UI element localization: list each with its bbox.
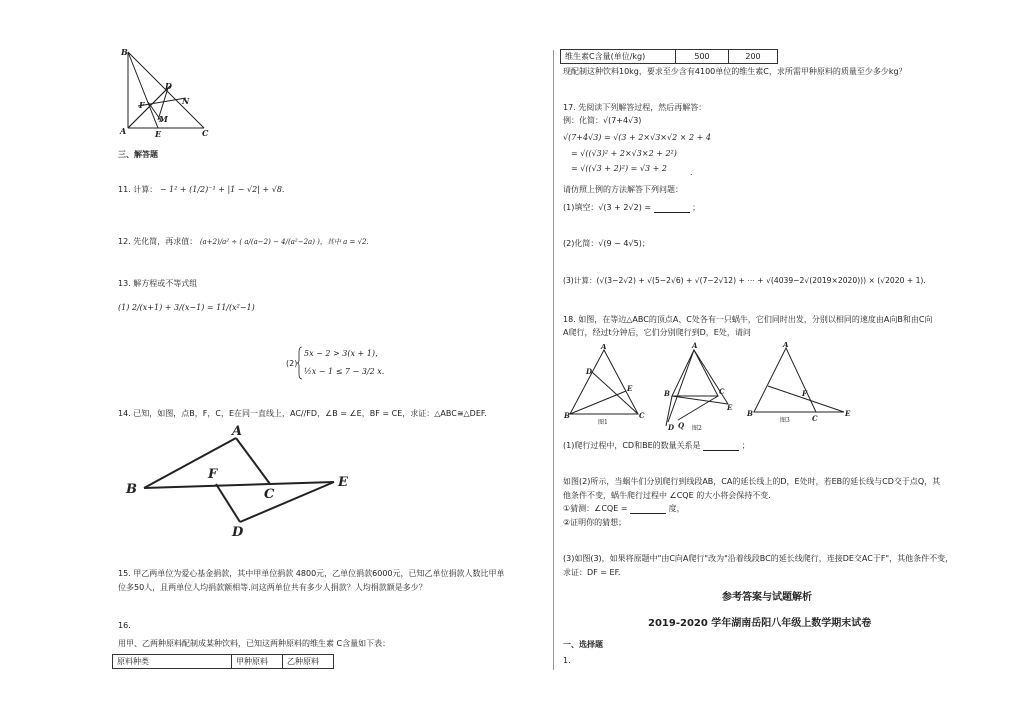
table-cell: 200 [729, 50, 778, 64]
answer-blank [654, 204, 690, 213]
q18-part1-text: (1)爬行过程中，CD和BE的数量关系是 [563, 441, 701, 450]
q18-figure-3 [746, 342, 856, 428]
triangle-figure-top [118, 46, 218, 138]
question-13-part1: (1) 2/(x+1) + 3/(x−1) = 11/(x²−1) [118, 303, 255, 312]
q17-step2: = √((√3)² + 2×√3×2 + 2²) [571, 149, 677, 158]
q18-part1-tail: ； [741, 441, 750, 450]
fig2-label-a: A [692, 341, 698, 350]
q17-part1-tail: ； [692, 203, 701, 212]
answer-blank [703, 442, 739, 451]
question-13-part2-label: (2) [286, 359, 298, 368]
q18-part2-line2: 他条件不变，蜗牛爬行过程中 ∠CQE 的大小将会保持不变. [563, 491, 771, 500]
fig2-label-q: Q [678, 421, 685, 430]
q18-part3-line2: 求证：DF = EF. [563, 568, 621, 577]
q17-part1 [563, 202, 700, 213]
exam-title: 2019-2020 学年湖南岳阳八年级上数学期末试卷 [648, 618, 872, 629]
column-divider [553, 50, 554, 670]
q14-label-d: D [232, 525, 244, 540]
question-18-line1: 18. 如图，在等边△ABC的顶点A、C处各有一只蜗牛，它们同时出发，分别以相同的速度由A向B和由C向 [563, 315, 933, 324]
fig3-label-a: A [783, 342, 789, 349]
question-16-text: 用甲、乙两种原料配制成某种饮料，已知这两种原料的维生素 C含量如下表： [118, 639, 391, 648]
q18-part3-line1: (3)如图(3)，如果将原题中"由C向A爬行"改为"沿着线段BC的延长线爬行，连接DE交AC于F"，其他条件不变， [563, 554, 954, 563]
q17-example: 例：化简：√(7+4√3) [563, 116, 642, 125]
question-15-line1: 15. 甲乙两单位为爱心基金捐款，其中甲单位捐款 4800元，乙单位捐款6000元，已知乙单位捐款人数比甲单 [118, 569, 505, 578]
q12-label: 12. 先化简，再求值： [118, 237, 198, 246]
q18-part2-guess [563, 503, 685, 514]
fig3-label-f: F [802, 389, 807, 398]
fig-label-b: B [121, 47, 128, 57]
fig1-label-c: C [639, 411, 645, 420]
fig-label-m: M [159, 114, 168, 124]
question-15-line2: 位多50人，且两单位人均捐款额相等.问这两单位共有多少人捐款？人均捐款额是多少？ [118, 583, 427, 592]
q14-label-e: E [338, 475, 348, 490]
fig-label-f: F [139, 100, 145, 110]
q14-label-f: F [208, 467, 218, 482]
table-cell: 乙种原料 [283, 655, 334, 669]
table-cell: 维生素C含量(单位/kg) [561, 50, 676, 64]
answer-item-1: 1. [563, 656, 571, 665]
fig1-label-d: D [586, 367, 593, 376]
q17-step3: = √((√3 + 2)²) = √3 + 2 [571, 164, 667, 173]
question-13-part2-line1: 5x − 2 > 3(x + 1)， [304, 349, 383, 358]
fig-label-n: N [182, 96, 190, 106]
q18-part2-guess-text: ①猜测：∠CQE = [563, 504, 628, 513]
fig2-label-c: C [719, 387, 725, 396]
q16-table-row [560, 49, 778, 64]
fig2-label-e: E [727, 403, 733, 412]
q18-part2-proof: ②证明你的猜想； [563, 518, 627, 527]
q18-figure-2 [664, 340, 734, 432]
question-18-line2: A爬行，经过t分钟后，它们分别爬行到D，E处，请问 [563, 328, 751, 337]
table-cell: 甲种原料 [232, 655, 283, 669]
answer-blank [630, 505, 666, 514]
q14-label-c: C [264, 487, 275, 502]
section-heading-1: 一、选择题 [563, 640, 603, 649]
q16-tail: 现配制这种饮料10kg，要求至少含有4100单位的维生素C，求所需甲种原料的质量至少多少kg？ [563, 67, 907, 76]
fig-label-e: E [155, 129, 162, 138]
table-cell: 原料种类 [113, 655, 232, 669]
brace-icon [297, 346, 303, 380]
q11-label: 11. 计算： [118, 185, 158, 194]
q17-part3: (3)计算：(√(3−2√2) + √(5−2√6) + √(7−2√12) + ⋯ + √(4039−2√(2019×2020))) × (√2020 + 1). [563, 276, 926, 285]
q11-expression: − 1² + (1/2)⁻¹ + |1 − √2| + √8. [159, 185, 285, 194]
fig-label-d: D [165, 81, 172, 91]
question-17-title: 17. 先阅读下列解答过程，然后再解答： [563, 103, 707, 112]
answer-heading: 参考答案与试题解析 [722, 592, 812, 603]
fig2-label-b: B [664, 389, 670, 398]
fig2-label-d: D [668, 423, 675, 432]
q18-figure-1 [564, 344, 648, 428]
question-14: 14. 已知，如图，点B，F，C，E在同一直线上，AC//FD，∠B = ∠E，BF = CE，求证：△ABC≅△DEF. [118, 409, 487, 418]
fig3-label-b: B [747, 409, 753, 418]
section-heading-3: 三、解答题 [118, 150, 158, 159]
q14-label-b: B [126, 482, 137, 497]
table-cell: 500 [676, 50, 729, 64]
fig1-label-a: A [601, 344, 607, 351]
q18-part1 [563, 440, 750, 451]
question-13-part2-line2: ½x − 1 ≤ 7 − 3/2 x. [304, 367, 385, 376]
fig1-label-e: E [627, 384, 633, 393]
question-11 [118, 184, 284, 195]
question-13-title: 13. 解方程或不等式组 [118, 279, 198, 288]
fig2-caption: 图2 [692, 425, 702, 432]
fig3-label-c: C [812, 414, 818, 423]
fig1-caption: 图1 [598, 419, 608, 426]
question-16-number: 16. [118, 621, 131, 630]
question-12 [118, 236, 369, 248]
fig3-label-e: E [845, 409, 851, 418]
q14-figure [120, 422, 360, 542]
q18-part2-guess-tail: 度， [668, 504, 685, 513]
q17-part2: (2)化简：√(9 − 4√5)； [563, 239, 650, 248]
q17-part1-text: (1)填空：√(3 + 2√2) = [563, 203, 652, 212]
q12-expression: (a+2)/a² ÷ ( a/(a−2) − 4/(a²−2a) )，其中 a = √2. [199, 238, 369, 246]
q17-prompt: 请仿照上例的方法解答下列问题： [563, 185, 683, 194]
q18-part2-line1: 如图(2)所示，当蜗牛们分别爬行到线段AB，CA的延长线上的D，E处时，若EB的延长线与CD交于点Q，其 [563, 477, 941, 486]
fig1-label-b: B [564, 411, 570, 420]
q17-step3-tail: . [690, 168, 693, 177]
fig-label-a: A [120, 126, 127, 136]
fig-label-c: C [202, 128, 209, 138]
q16-table-header [112, 654, 334, 669]
fig3-caption: 图3 [780, 417, 790, 424]
q14-label-a: A [232, 424, 243, 439]
q17-step1: √(7+4√3) = √(3 + 2×√3×√2 × 2 + 4 [563, 133, 711, 142]
